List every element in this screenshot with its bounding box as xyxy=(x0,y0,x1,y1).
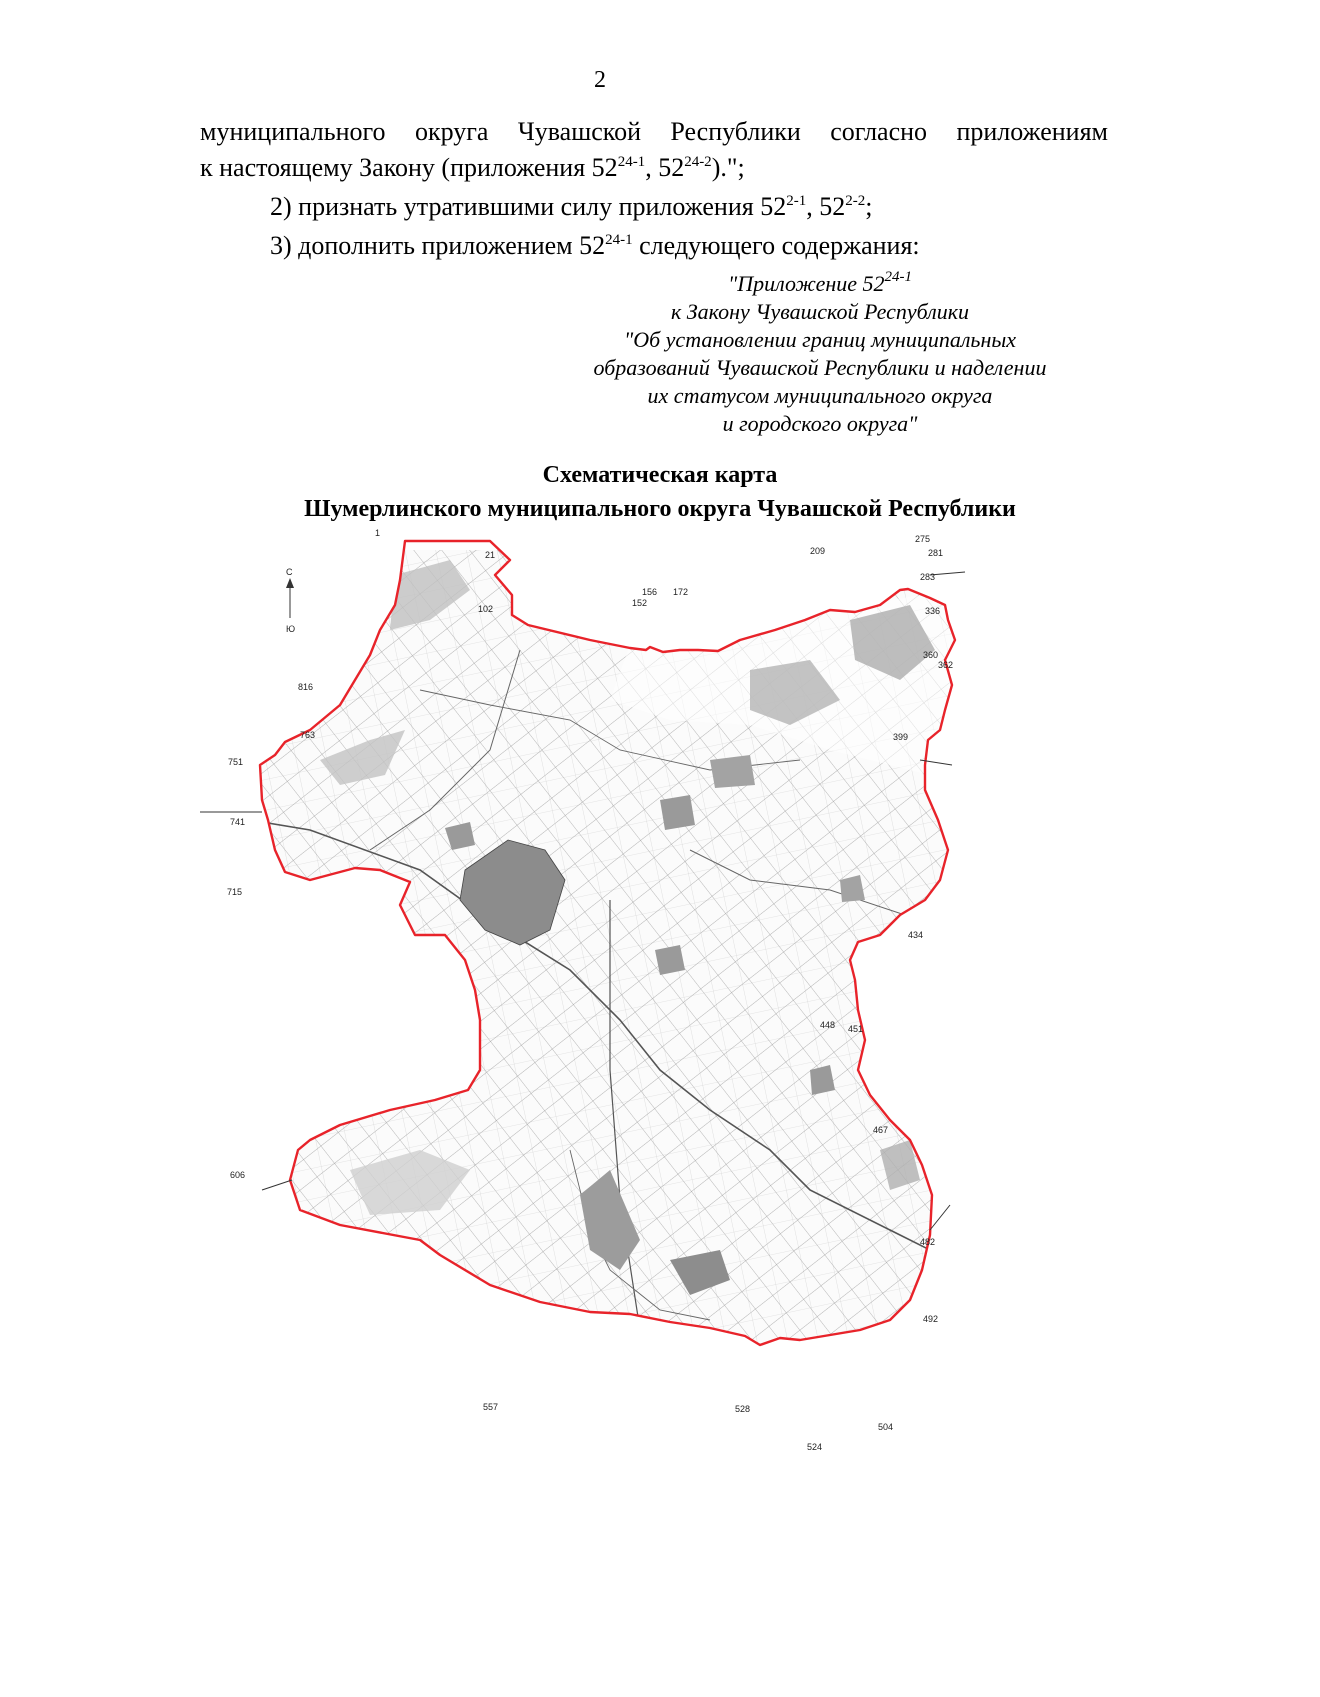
point-label: 524 xyxy=(807,1442,823,1452)
map-title-line-1: Схематическая карта xyxy=(542,462,778,488)
appendix-header-line-3: "Об установлении границ муниципальных xyxy=(623,327,1017,352)
district-map xyxy=(190,528,1040,1570)
point-label: 504 xyxy=(878,1422,894,1432)
map-title-line-2: Шумерлинского муниципального округа Чувашской Республики xyxy=(304,496,1016,522)
point-label: 362 xyxy=(938,660,954,670)
point-label: 283 xyxy=(920,572,936,582)
appendix-header-line-5: их статусом муниципального округа xyxy=(647,383,993,408)
page-number: 2 xyxy=(594,67,606,93)
point-label: 763 xyxy=(300,730,316,740)
body-line-4: 3) дополнить приложением 52$^{24-1}$ следующего содержания: xyxy=(270,231,920,260)
point-label: 482 xyxy=(920,1237,936,1247)
appendix-header-line-6: и городского округа" xyxy=(722,411,918,436)
point-label: 360 xyxy=(923,650,939,660)
point-label: 606 xyxy=(230,1170,246,1180)
point-label: 156 xyxy=(642,587,658,597)
point-label: 152 xyxy=(632,598,648,608)
point-label: 102 xyxy=(478,604,494,614)
appendix-header-line-4: образований Чувашской Республики и наделении xyxy=(593,355,1047,380)
point-label: 448 xyxy=(820,1020,836,1030)
point-label: 751 xyxy=(228,757,244,767)
point-label: 336 xyxy=(925,606,941,616)
map-interior xyxy=(190,550,1040,1570)
body-line-3: 2) признать утратившими силу приложения 52$^{2-1}$, 52$^{2-2}$; xyxy=(270,192,873,221)
point-label: 816 xyxy=(298,682,314,692)
point-label: 275 xyxy=(915,534,931,544)
point-label: 741 xyxy=(230,817,246,827)
point-label: 209 xyxy=(810,546,826,556)
body-line-1: муниципального округа Чувашской Республики согласно приложениям xyxy=(200,117,1108,146)
compass-arrow xyxy=(286,567,295,634)
appendix-header-line-2: к Закону Чувашской Республики xyxy=(670,299,969,324)
point-label: 172 xyxy=(673,587,689,597)
point-label: 1 xyxy=(375,528,381,538)
point-label: 715 xyxy=(227,887,243,897)
point-label: 451 xyxy=(848,1024,864,1034)
body-line-2: к настоящему Закону (приложения 52$^{24-1}$, 52$^{24-2}$)."; xyxy=(200,153,745,182)
point-label: 467 xyxy=(873,1125,889,1135)
point-label: 528 xyxy=(735,1404,751,1414)
point-label: 557 xyxy=(483,1402,499,1412)
point-label: 281 xyxy=(928,548,944,558)
compass-north-label: С xyxy=(286,567,293,577)
point-label: 399 xyxy=(893,732,909,742)
compass-south-label: Ю xyxy=(286,624,296,634)
point-label: 21 xyxy=(485,550,496,560)
appendix-header-line-1: "Приложение 52$^{24-1}$ xyxy=(727,269,913,296)
point-label: 492 xyxy=(923,1314,939,1324)
point-label: 434 xyxy=(908,930,924,940)
